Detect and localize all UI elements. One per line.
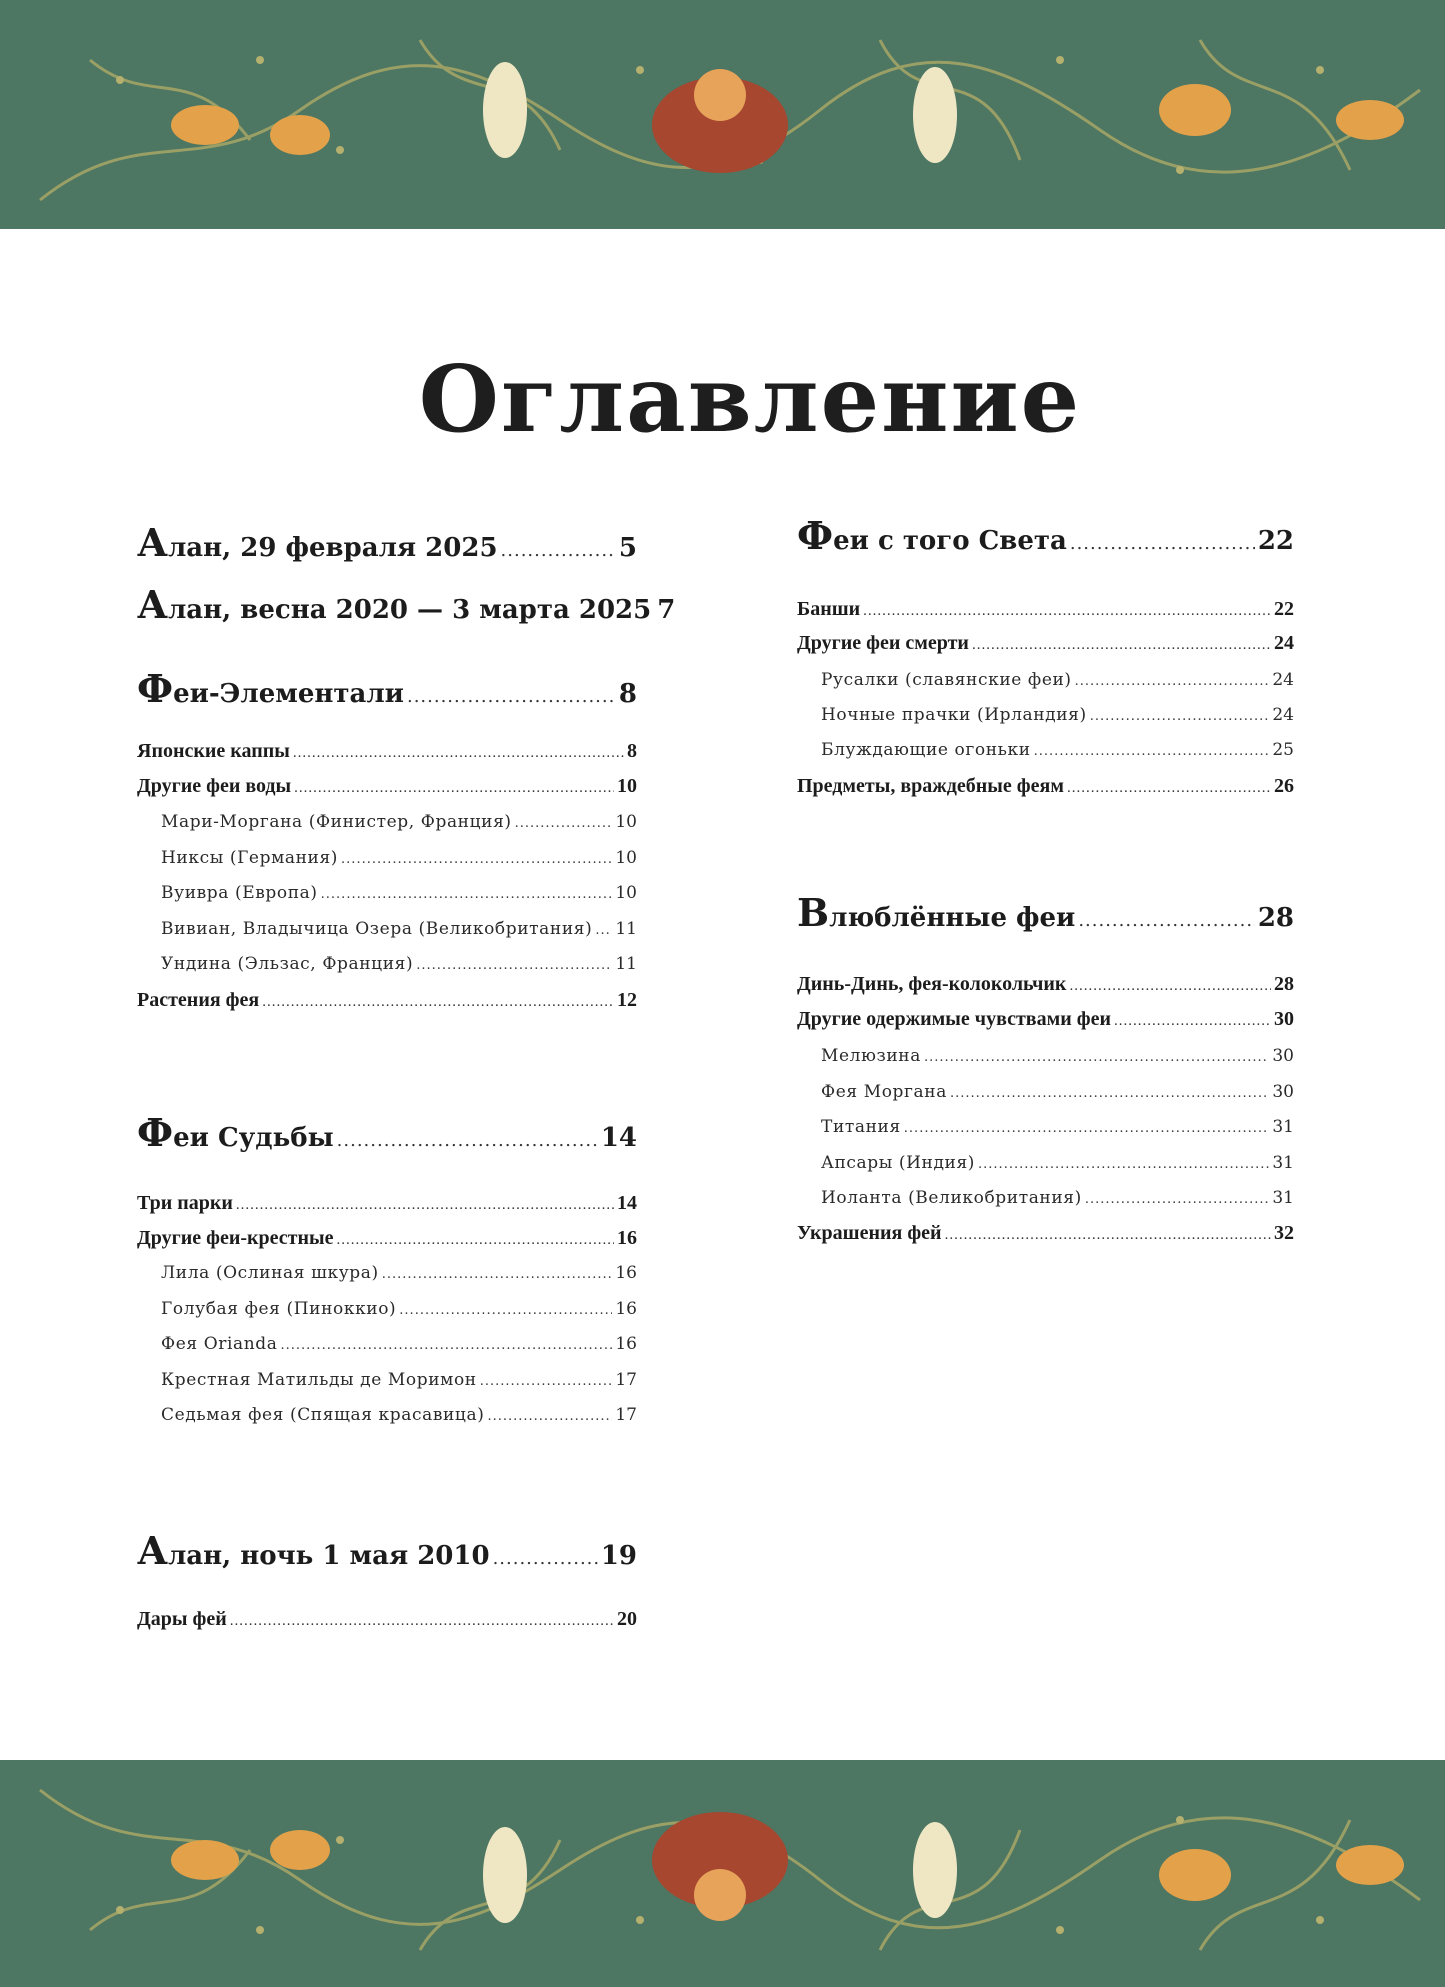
toc-entry-label: Ундина (Эльзас, Франция) (161, 954, 414, 974)
dot-leader (515, 816, 613, 831)
dot-leader (945, 1227, 1271, 1244)
toc-page-number: 30 (1274, 1008, 1294, 1030)
toc-entry-label: Мари-Моргана (Финистер, Франция) (161, 812, 512, 832)
toc-entry[interactable] (797, 598, 1294, 621)
toc-page-number: 30 (1272, 1046, 1294, 1066)
toc-entry[interactable] (137, 1227, 637, 1250)
toc-page-number: 16 (615, 1334, 637, 1354)
dot-leader (480, 1374, 613, 1389)
toc-entry-label: Крестная Матильды де Моримон (161, 1370, 477, 1390)
toc-page-number: 25 (1272, 740, 1294, 760)
dot-leader (950, 1086, 1269, 1101)
toc-heading-initial: Ф (137, 1110, 174, 1155)
toc-entry[interactable] (137, 520, 637, 565)
toc-entry[interactable] (137, 1334, 637, 1354)
toc-page-number: 26 (1274, 775, 1294, 797)
toc-entry-label: Фея Orianda (161, 1334, 278, 1354)
toc-entry-label: Другие феи-крестные (137, 1227, 334, 1249)
dot-leader (399, 1303, 612, 1318)
toc-entry[interactable] (137, 582, 676, 627)
toc-entry[interactable] (137, 775, 637, 798)
dot-leader (293, 745, 624, 762)
toc-entry-label (137, 666, 404, 711)
dot-leader (1114, 1013, 1271, 1030)
toc-entry[interactable] (797, 1222, 1294, 1245)
toc-entry[interactable] (137, 1405, 637, 1425)
toc-entry-label (137, 1528, 490, 1573)
toc-entry-label: Мелюзина (821, 1046, 921, 1066)
dot-leader (487, 1409, 612, 1424)
toc-page-number: 32 (1274, 1222, 1294, 1244)
toc-page-number: 14 (600, 1123, 637, 1153)
toc-entry[interactable] (797, 973, 1294, 996)
toc-entry[interactable] (137, 919, 637, 939)
toc-page-number: 17 (615, 1370, 637, 1390)
toc-entry[interactable] (797, 1153, 1294, 1173)
dot-leader (595, 923, 612, 938)
page-title: Оглавление (418, 345, 1082, 453)
toc-entry-label: Украшения фей (797, 1222, 942, 1244)
toc-entry-label (137, 520, 498, 565)
dot-leader (501, 540, 616, 561)
dot-leader (230, 1613, 614, 1630)
toc-entry[interactable] (137, 1110, 637, 1155)
toc-heading-text: лан, весна 2020 — 3 марта 2025 (167, 595, 652, 625)
toc-page-number: 16 (617, 1227, 637, 1249)
dot-leader (1075, 674, 1270, 689)
toc-page-number: 10 (615, 848, 637, 868)
toc-page-number: 5 (618, 533, 637, 563)
toc-entry[interactable] (797, 1188, 1294, 1208)
toc-page-number: 20 (617, 1608, 637, 1630)
toc-entry[interactable] (137, 954, 637, 974)
toc-entry[interactable] (137, 883, 637, 903)
toc-entry[interactable] (797, 513, 1294, 558)
toc-page-number: 30 (1272, 1082, 1294, 1102)
toc-heading-text: лан, ночь 1 мая 2010 (167, 1541, 490, 1571)
toc-entry-label: Ночные прачки (Ирландия) (821, 705, 1087, 725)
toc-page-number: 7 (657, 595, 676, 625)
toc-entry[interactable] (137, 1608, 637, 1631)
toc-page-number: 16 (615, 1263, 637, 1283)
toc-entry-label: Другие одержимые чувствами феи (797, 1008, 1111, 1030)
vine-ornament-icon (0, 1760, 1445, 1987)
toc-entry-label: Предметы, враждебные феям (797, 775, 1064, 797)
toc-entry-label: Динь-Динь, фея-колокольчик (797, 973, 1067, 995)
toc-page-number: 11 (615, 919, 637, 939)
dot-leader (236, 1197, 614, 1214)
dot-leader (978, 1157, 1269, 1172)
toc-entry[interactable] (797, 1008, 1294, 1031)
vine-ornament-icon (0, 0, 1445, 229)
toc-page-number: 11 (615, 954, 637, 974)
toc-entry-label: Растения фея (137, 989, 260, 1011)
toc-entry-label: Японские каппы (137, 740, 290, 762)
toc-entry-label: Титания (821, 1117, 901, 1137)
toc-page-number: 24 (1272, 705, 1294, 725)
toc-heading-text: лан, 29 февраля 2025 (167, 533, 498, 563)
dot-leader (904, 1121, 1270, 1136)
toc-page-number: 10 (617, 775, 637, 797)
toc-entry-label (137, 582, 651, 627)
dot-leader (1070, 533, 1255, 554)
toc-heading-text: люблённые феи (829, 903, 1076, 933)
toc-page-number: 22 (1257, 526, 1294, 556)
toc-entry-label: Вивиан, Владычица Озера (Великобритания) (161, 919, 593, 939)
dot-leader (972, 637, 1271, 654)
dot-leader (262, 994, 614, 1011)
dot-leader (1090, 709, 1270, 724)
toc-heading-initial: А (137, 582, 168, 627)
toc-page-number: 31 (1272, 1188, 1294, 1208)
toc-page-number: 28 (1274, 973, 1294, 995)
dot-leader (863, 603, 1271, 620)
dot-leader (1085, 1192, 1270, 1207)
toc-entry-label: Иоланта (Великобритания) (821, 1188, 1082, 1208)
toc-entry[interactable] (797, 705, 1294, 725)
toc-page-number: 31 (1272, 1153, 1294, 1173)
toc-entry[interactable] (797, 890, 1294, 935)
toc-entry[interactable] (137, 989, 637, 1012)
toc-heading-text: еи Судьбы (173, 1123, 334, 1153)
toc-entry[interactable] (137, 1263, 637, 1283)
dot-leader (493, 1548, 598, 1569)
toc-page-number: 14 (617, 1192, 637, 1214)
toc-entry[interactable] (137, 1528, 637, 1573)
toc-entry-label: Никсы (Германия) (161, 848, 339, 868)
toc-entry-label: Фея Моргана (821, 1082, 947, 1102)
toc-page-number: 24 (1274, 632, 1294, 654)
toc-page-number: 22 (1274, 598, 1294, 620)
toc-page-number: 17 (615, 1405, 637, 1425)
dot-leader (382, 1267, 613, 1282)
dot-leader (924, 1050, 1269, 1065)
dot-leader (341, 852, 612, 867)
bottom-decorative-banner (0, 1760, 1445, 1987)
top-decorative-banner (0, 0, 1445, 229)
toc-entry-label: Другие феи воды (137, 775, 292, 797)
dot-leader (1069, 978, 1271, 995)
toc-page-number: 10 (615, 812, 637, 832)
toc-entry-label: Лила (Ослиная шкура) (161, 1263, 379, 1283)
toc-entry[interactable] (797, 632, 1294, 655)
toc-page-number: 8 (627, 740, 637, 762)
toc-page-number: 28 (1257, 903, 1294, 933)
toc-entry[interactable] (137, 1192, 637, 1215)
toc-entry[interactable] (137, 1370, 637, 1390)
toc-entry-label: Вуивра (Европа) (161, 883, 318, 903)
toc-page-number: 10 (615, 883, 637, 903)
toc-heading-initial: Ф (137, 666, 174, 711)
toc-entry[interactable] (137, 740, 637, 763)
dot-leader (281, 1338, 613, 1353)
toc-heading-initial: А (137, 520, 168, 565)
toc-entry[interactable] (137, 1299, 637, 1319)
toc-entry-label: Дары фей (137, 1608, 227, 1630)
toc-entry[interactable] (797, 740, 1294, 760)
toc-entry[interactable] (797, 1082, 1294, 1102)
dot-leader (407, 686, 616, 707)
toc-page-number: 12 (617, 989, 637, 1011)
toc-entry-label (797, 513, 1067, 558)
toc-entry[interactable] (797, 775, 1294, 798)
toc-page-number: 19 (600, 1541, 637, 1571)
toc-entry[interactable] (137, 666, 637, 711)
toc-entry[interactable] (137, 812, 637, 832)
toc-entry-label: Другие феи смерти (797, 632, 969, 654)
dot-leader (1078, 910, 1254, 931)
toc-entry[interactable] (797, 1117, 1294, 1137)
toc-entry-label: Седьмая фея (Спящая красавица) (161, 1405, 485, 1425)
toc-heading-text: еи-Элементали (173, 679, 404, 709)
toc-entry-label: Голубая фея (Пиноккио) (161, 1299, 397, 1319)
toc-entry-label: Три парки (137, 1192, 233, 1214)
dot-leader (416, 958, 612, 973)
toc-entry[interactable] (797, 670, 1294, 690)
dot-leader (1067, 780, 1271, 797)
dot-leader (337, 1130, 598, 1151)
toc-entry[interactable] (797, 1046, 1294, 1066)
toc-page-number: 31 (1272, 1117, 1294, 1137)
toc-page-number: 24 (1272, 670, 1294, 690)
toc-heading-text: еи с того Света (833, 526, 1067, 556)
toc-entry-label (137, 1110, 334, 1155)
toc-entry-label: Банши (797, 598, 861, 620)
toc-page-number: 8 (618, 679, 637, 709)
toc-entry-label (797, 890, 1075, 935)
toc-heading-initial: В (797, 890, 830, 935)
dot-leader (336, 1232, 614, 1249)
toc-heading-initial: А (137, 1528, 168, 1573)
toc-heading-initial: Ф (797, 513, 834, 558)
dot-leader (321, 887, 613, 902)
toc-entry-label: Блуждающие огоньки (821, 740, 1031, 760)
toc-entry[interactable] (137, 848, 637, 868)
dot-leader (1034, 744, 1270, 759)
toc-entry-label: Апсары (Индия) (821, 1153, 976, 1173)
dot-leader (294, 780, 614, 797)
toc-page-number: 16 (615, 1299, 637, 1319)
toc-entry-label: Русалки (славянские феи) (821, 670, 1072, 690)
